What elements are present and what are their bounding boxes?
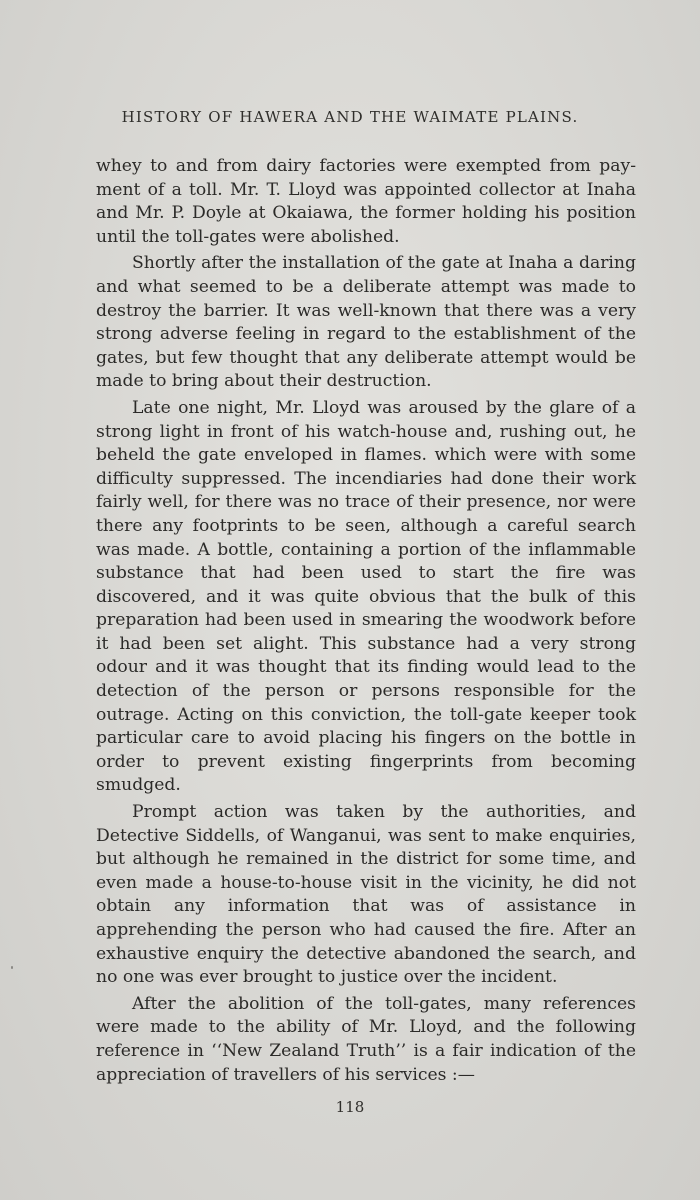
paragraph-5: After the abolition of the toll-gates, many references were made to the ability of Mr. Lloyd, and the following reference in ‘‘New Zealand Truth’’ is a fair indication of the appreciation of travellers of his services :— [96, 993, 636, 1085]
running-head: HISTORY OF HAWERA AND THE WAIMATE PLAINS. [121, 108, 579, 126]
paragraph-4: Prompt action was taken by the authorities, and Detective Siddells, of Wanganui, was sent to make enquiries, but although he remained in the district for some time, and even made a house-to-house visit in the vicinity, he did not obtain any information that was of assistance in apprehending the person who had caused the fire. After an exhaustive enquiry the detective abandoned the search, and no one was ever brought to justice over the incident. [96, 802, 636, 988]
paragraph-1: whey to and from dairy factories were exempted from payment of a toll. Mr. T. Lloyd was appointed collector at Inaha and Mr. P. Doyle at Okaiawa, the former holding his position until the toll-gates were abolished. [96, 156, 636, 247]
paragraph-2: Shortly after the installation of the gate at Inaha a daring and what seemed to be a deliberate attempt was made to destroy the barrier. It was well-known that there was a very strong adverse feeling in regard to the establishment of the gates, but few thought that any deliberate attempt would be made to bring about their destruction. [96, 253, 636, 392]
paper-speck [11, 966, 13, 969]
paragraph-3: Late one night, Mr. Lloyd was aroused by the glare of a strong light in front of his watch-house and, rushing out, he beheld the gate enveloped in flames. which were with some difficulty suppressed. The incendiaries had done their work fairly well, for there was no trace of their presence, nor were there any footprints to be seen, although a careful search was made. A bottle, containing a portion of the inflammable substance that had been used to start the fire was discovered, and it was quite obvious that the bulk of this preparation had been used in smearing the woodwork before it had been set alight. This substance had a very strong odour and it was thought that its finding would lead to the detection of the person or persons responsible for the outrage. Acting on this conviction, the toll-gate keeper took particular care to avoid placing his fingers on the bottle in order to prevent existing fingerprints from becoming smudged. [96, 397, 636, 796]
page-number: 118 [335, 1098, 365, 1116]
body-text [96, 155, 636, 1090]
